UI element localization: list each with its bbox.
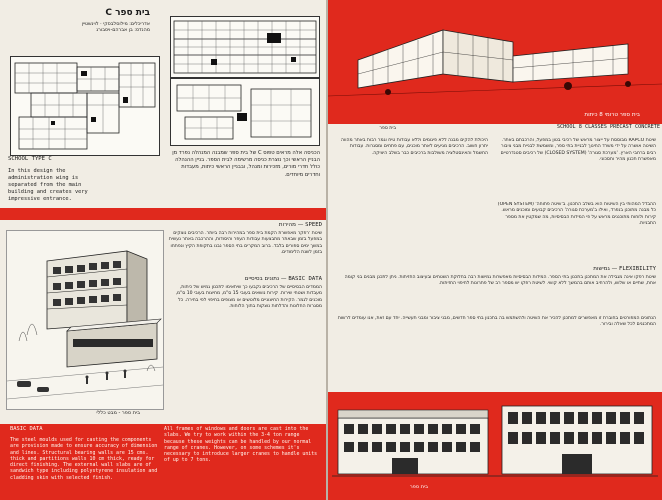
speed-heading-line: SPEED — מהירות: [278, 222, 322, 228]
bottom-caption: בית ספר: [409, 484, 428, 490]
basic-data-en-col1: The steel moulds used for casting the components are provision made to ensure accuracy of dimension and lines. Structural bearing walls are 15 cms. thick and partitions walls 10 cm thick, ready for direct finishing. The external wall slabs are of sandwich type including polystyrene insulation and cladding skin with selected finish.: [10, 437, 158, 481]
school-perspective-illustration: [6, 230, 164, 410]
basic-data-en-col2: All frames of windows and doors are cast into the slabs. We try to work within the 3-4 ton range because these weights can be handled by our normal range of cranes. However, on some schemes it's necessary to introduce larger cranes to handle units of up to 7 tons.: [164, 426, 318, 464]
architects-line-1: אדריכלים: מילוסלבסקי · לוינשטיין: [81, 22, 150, 27]
basic-data-he-block: [168, 276, 322, 415]
illustration-caption: בית ספר - מבט כללי: [96, 410, 140, 416]
basic-data-he-heading-line: BASIC DATA — נתונים בסיסיים: [244, 276, 322, 282]
hero-building-drawing: [328, 0, 662, 124]
right-col-mid: ההבדל המהותי בין השיטות הוא בשלב התכנון. ב'שיטה פתוחה' (OPEN SYSTEM) כל מבנה מתוכנן בנפרד, ואילו ב'מערכת סגורה' הרכיבים קבועים ומוכנים מראש. קירות ולוחות מתוכננים מראש על פי המידות הבסיסיות, מה שמקטין את מספר התבניות.: [497, 202, 656, 226]
basic-data-en-block: [10, 426, 160, 499]
flexibility-heading-en: FLEXIBILITY: [618, 266, 656, 272]
right-page-left-col: היכולת להקים מבנה ללא פיגומים וללא עבודות טיח וגמר רבות באתר מהווה יתרון חשוב. הרכיבים מגיעים לאתר מוכנים, עם פתחים ומסגרות. עבודות החשמל והאינסטלציה משולבות ברכיבים כבר בשלב היציקה.: [341, 138, 488, 156]
flexibility-text: שיטת רפקו אינה מגבילה את המתכנן בתכנון בתי הספר. המידות הבסיסיות מאפשרות גמישות רבה בחלוקת השטחים ובעיצוב החזיתות. ניתן לתכנן מבנים בני קומה אחת, שתיים או שלוש, ולהרחיב אותם בהמשך ללא קושי. לשיטת רפקו יש מספר רב של פתרונות לחיפוי החזיתות.: [344, 275, 656, 287]
right-col-top: שיטת RAPCO מבוססת על ייצור מראש של רכיבי בטון במפעל, והרכבתם באתר. השיטה אושרה על ידי משרד החינוך לבניית בתי ספר, ומשמשת לבניית מבני ציבור רבים ברחבי הארץ. 'מערכת סגורה' (CLOSED SYSTEM) של רכיבים סטנדרטיים מאפשרת תכנון מהיר וחסכוני.: [500, 138, 656, 162]
speed-heading-he: מהירות: [278, 222, 296, 228]
school-type-c-block: [8, 156, 96, 203]
school-type-c-heading: SCHOOL TYPE C: [8, 156, 52, 162]
basic-data-en-heading: BASIC DATA: [10, 426, 43, 432]
hero-title-he: בית ספר טרומי 8 כיתות: [584, 112, 640, 118]
floor-plan-left: [10, 56, 160, 156]
title-block: [40, 8, 150, 52]
school-c-title: בית ספר C: [105, 8, 150, 18]
speed-text: שיטת 'רפקו' מאפשרת הקמת בית ספר במהירות רבה ביותר. הרכיבים נוצקים במפעל בזמן שבאתר מתבצעות עבודות העפר והיסודות, וההרכבה באתר נעשית במשך ימים ספורים בלבד. ברוב המקרים בתי הספר נבנו בתקופת הקיץ ונפתחו בזמן לשנת הלימודים.: [168, 231, 322, 255]
hero-title-en: SCHOOL 8 CLASSES PRECAST CONCRETE: [556, 124, 660, 130]
hero-small-caption: בית ספר: [379, 126, 396, 131]
flexibility-block: [334, 266, 656, 350]
flexibility-heading-he: גמישות: [593, 266, 610, 272]
speed-block: [168, 222, 322, 271]
school-type-c-text: In this design the administration wing is separated from the main building and creates very impressive entrance.: [8, 167, 88, 202]
basic-data-he-text: הממדים הבסיסיים של הרכיבים נקבעו כך שיתאימו לתכנון גמיש של כיתות, מעבדות ושטחי שירות. קירות נושאים בעובי 15 ס"מ, מחיצות בעובי 10 ס"מ, מוכנים לגמר. הקירות החיצוניים מלוטשים או מצופים בחיפוי לפי בחירה. כל מסגרות החלונות והדלתות נוצקות בתוך הלוחות.: [175, 285, 322, 309]
flexibility-heading-line: FLEXIBILITY — גמישות: [593, 266, 656, 272]
site-plan: [170, 78, 320, 146]
speed-heading-en: SPEED: [305, 222, 322, 228]
architects-line-2: מהנדס: בן אברהם-ויסבורג: [96, 28, 150, 33]
hebrew-intro: הכניסה אלה מראים טפוס C של בית ספר שמבנה המנהלה נפרד מן הבניין הראשי וכך נוצרת כניסה מרשימה לבית הספר. בניין ההנהלה כולל חדרי מורים, מזכירות ומנהל, ובבניין הראשי כיתות, מעבדות וחדרים מיוחדים.: [172, 150, 320, 178]
basic-data-he-heading-en: BASIC DATA: [288, 276, 322, 282]
facade-drawings: [332, 396, 658, 480]
flexibility-text-2: הנתונים המפורטים בחוברת זו מאפשרים למתכנן להכיר את השיטה ולהשתמש בה בתכנון בתי ספר חדשים, מבני ציבור ומבני תעשייה. יחד עם זאת, אנו עומדים לרשות המתכננים לכל שאלה ובירור.: [337, 316, 656, 328]
basic-data-he-heading-he: נתונים בסיסיים: [244, 276, 280, 282]
right-hero: [328, 0, 662, 124]
red-band-top: [0, 208, 326, 220]
floor-plan-main: [170, 16, 320, 78]
